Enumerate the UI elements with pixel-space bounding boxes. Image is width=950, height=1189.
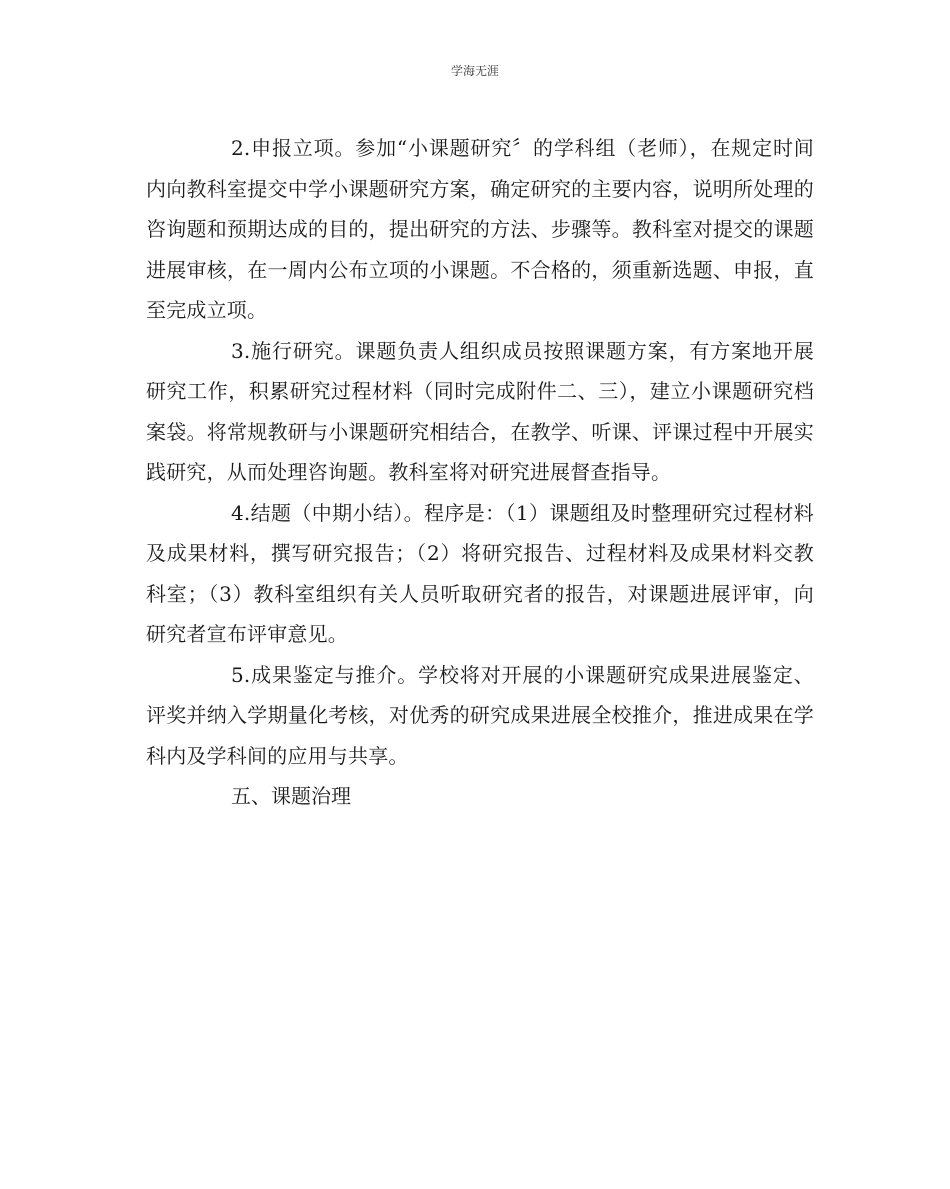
section-heading: 五、课题治理 [231,784,351,808]
page-header: 学海无涯 [450,64,499,78]
paragraph-apply-project: 2.申报立项。参加“小课题研究〞的学科组（老师），在规定时间内向教科室提交中学小课题研究方案，确定研究的主要内容，说明所处理的咨询题和预期达成的目的，提出研究的方法、步骤等。教科室对提交的课题进展审核，在一周内公布立项的小课题。不合格的，须重新选题、申报，直至完成立项。 [146,136,814,322]
paragraph-implement-research: 3.施行研究。课题负责人组织成员按照课题方案，有方案地开展研究工作，积累研究过程材料（同时完成附件二、三），建立小课题研究档案袋。将常规教研与小课题研究相结合，在教学、听课、评课过程中开展实践研究，从而处理咨询题。教科室将对研究进展督查指导。 [146,338,814,484]
paragraph-conclusion: 4.结题（中期小结）。程序是：（1）课题组及时整理研究过程材料及成果材料，撰写研究报告；（2）将研究报告、过程材料及成果材料交教科室；（3）教科室组织有关人员听取研究者的报告，对课题进展评审，向研究者宣布评审意见。 [146,500,814,646]
document-body [146,128,814,817]
paragraph-achievement-appraisal: 5.成果鉴定与推介。学校将对开展的小课题研究成果进展鉴定、评奖并纳入学期量化考核，对优秀的研究成果进展全校推介，推进成果在学科内及学科间的应用与共享。 [146,662,814,768]
